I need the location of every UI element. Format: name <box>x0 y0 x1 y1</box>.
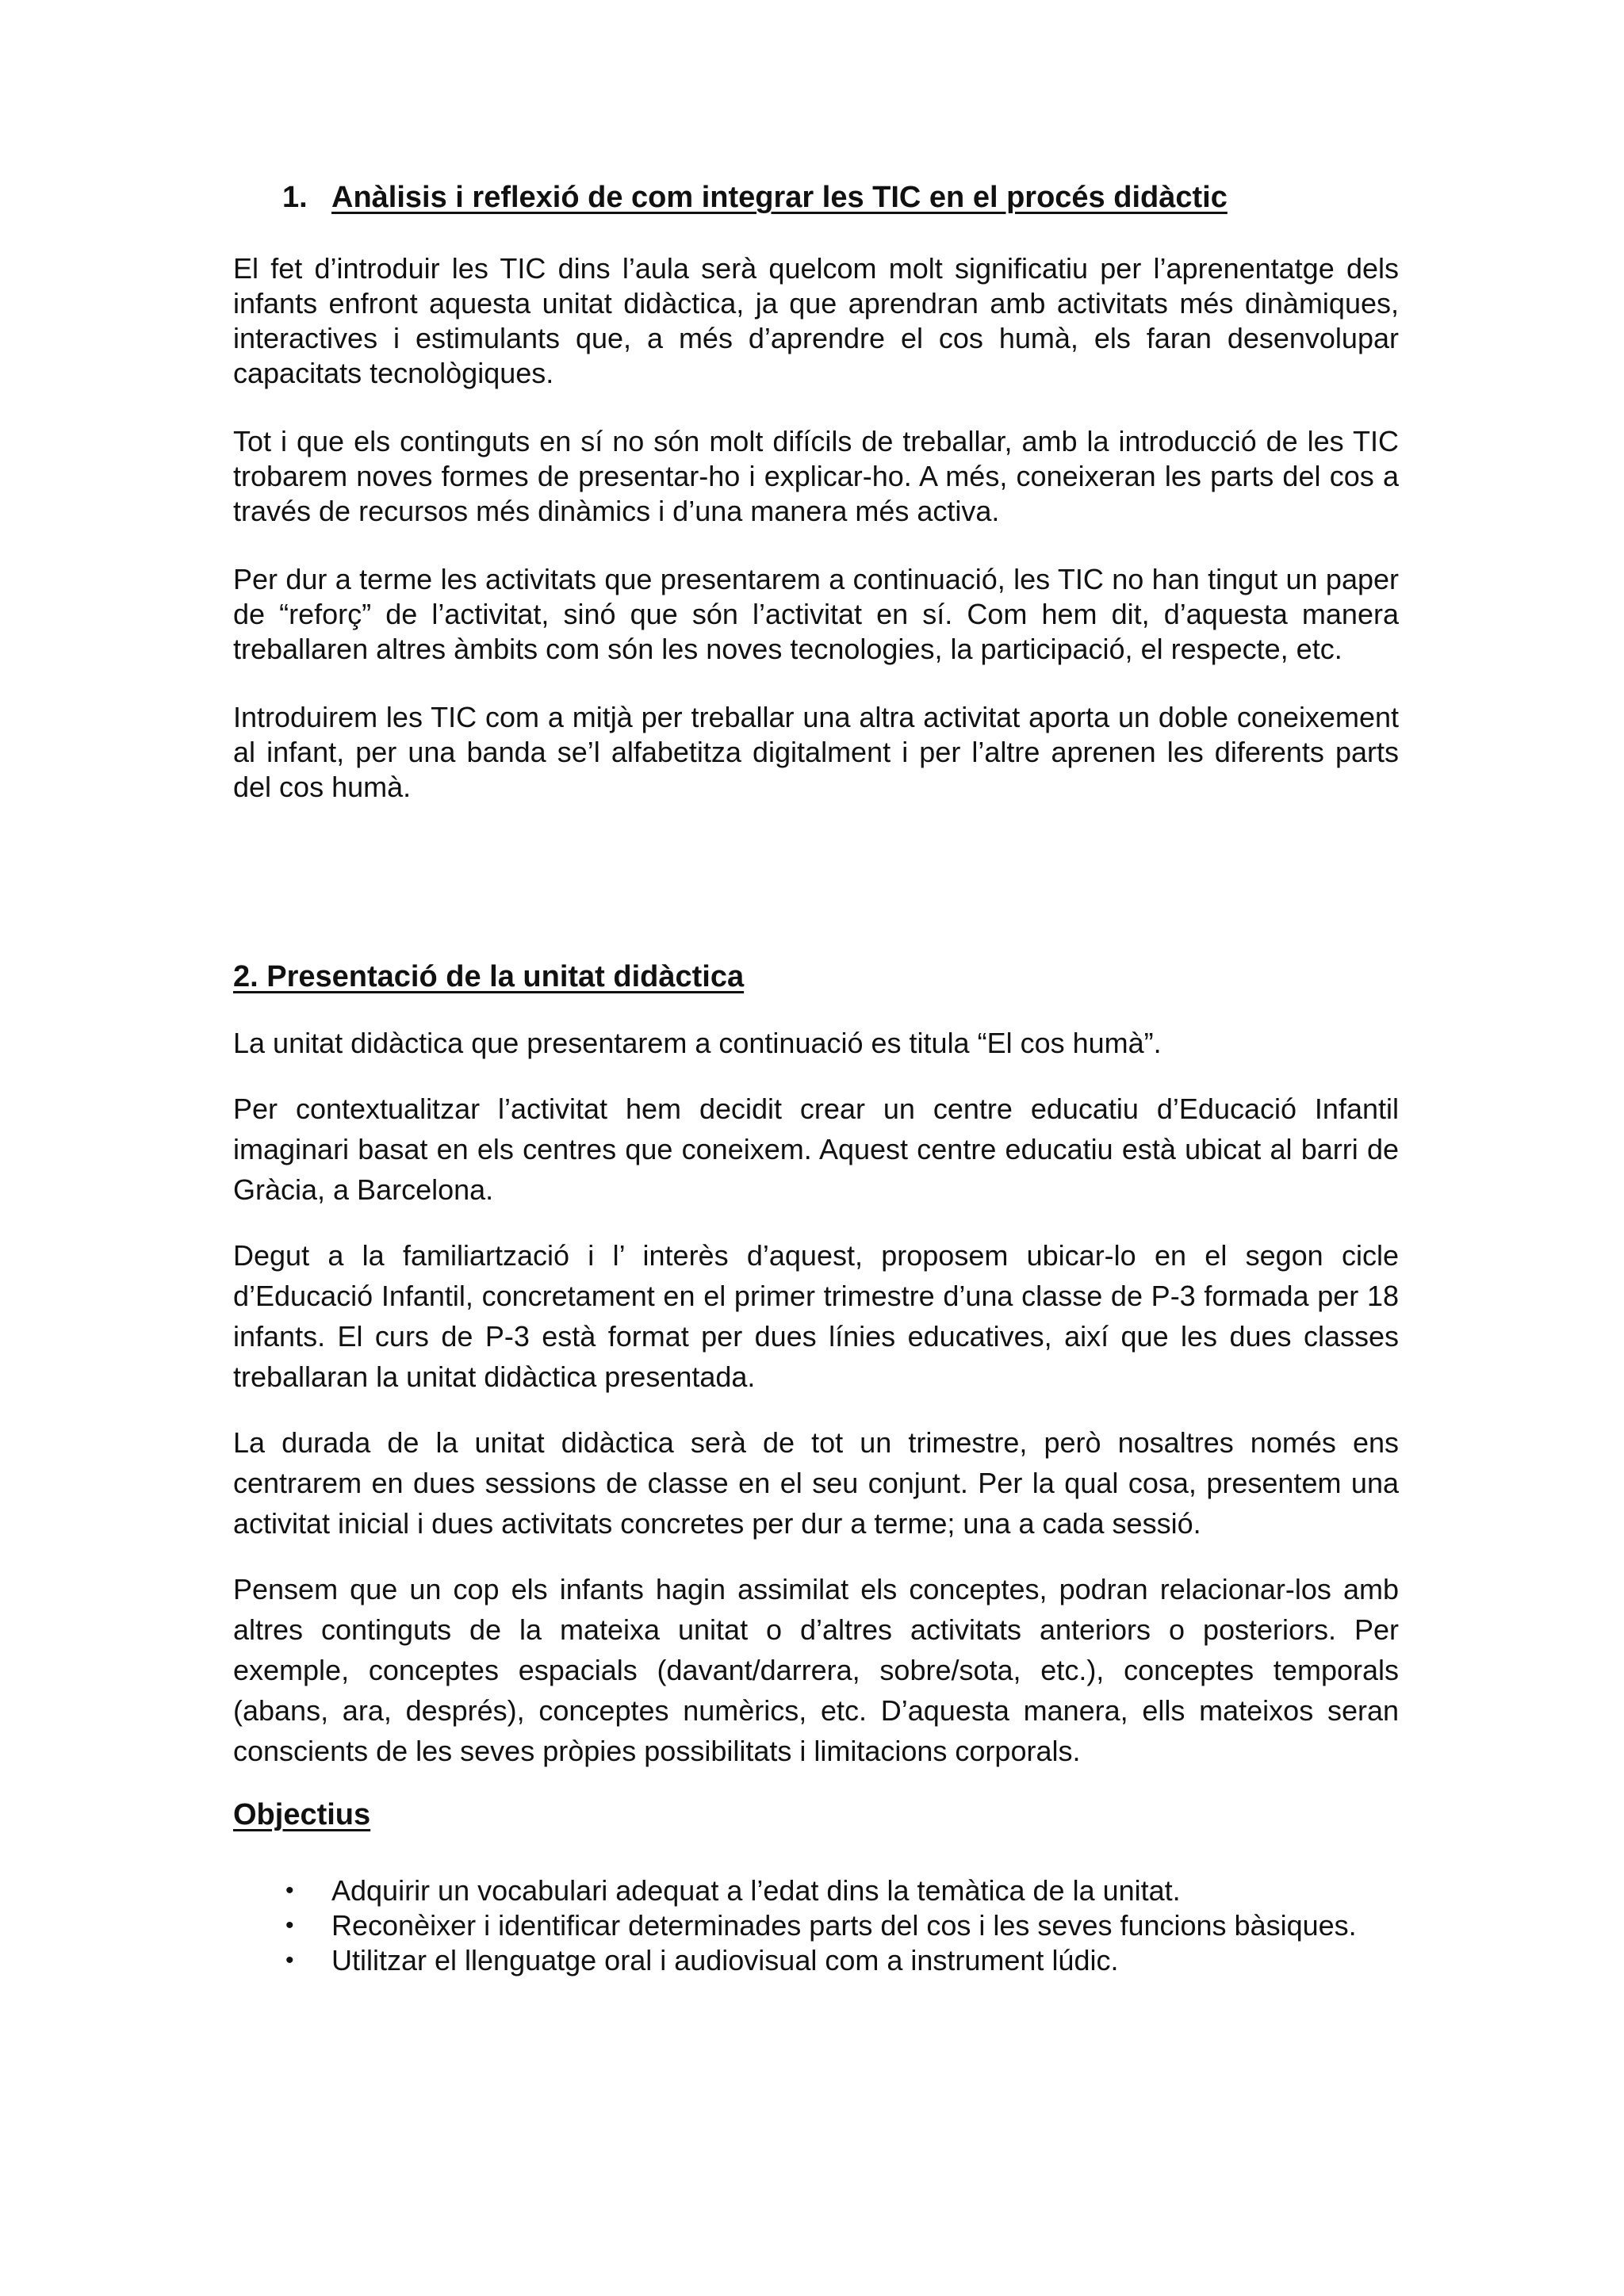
objective-item <box>233 1873 1399 1908</box>
objective-text: Reconèixer i identificar determinades parts del cos i les seves funcions bàsiques. <box>331 1909 1357 1942</box>
section-2 <box>233 960 1399 1978</box>
section-2-paragraph: Degut a la familiartzació i l’ interès d’aquest, proposem ubicar-lo en el segon cicle d’Educació Infantil, concretament en el primer trimestre d’una classe de P-3 formada per 18 infants. El curs de P-3 està format per dues línies educatives, així que les dues classes treballaran la unitat didàctica presentada. <box>233 1239 1399 1393</box>
section-1-paragraph: El fet d’introduir les TIC dins l’aula serà quelcom molt significatiu per l’aprenentatge dels infants enfront aquesta unitat didàctica, ja que aprendran amb activitats més dinàmiques, interactives i estimulants que, a més d’aprendre el cos humà, els faran desenvolupar capacitats tecnològiques. <box>233 252 1399 389</box>
objective-text: Utilitzar el llenguatge oral i audiovisual com a instrument lúdic. <box>331 1944 1119 1976</box>
section-1-number: 1. <box>282 181 308 214</box>
section-1-paragraph: Introduirem les TIC com a mitjà per treballar una altra activitat aporta un doble coneixement al infant, per una banda se’l alfabetitza digitalment i per l’altre aprenen les diferents parts del cos humà. <box>233 701 1399 803</box>
objectives-list <box>233 1873 1399 1978</box>
document-content <box>233 181 1399 1978</box>
section-2-paragraph: La unitat didàctica que presentarem a continuació es titula “El cos humà”. <box>233 1027 1162 1059</box>
section-1-heading <box>282 181 1399 215</box>
bullet-icon: • <box>285 1947 294 1973</box>
objectives-heading: Objectius <box>233 1798 371 1831</box>
bullet-icon: • <box>285 1912 294 1938</box>
section-1 <box>233 181 1399 805</box>
section-2-title: 2. Presentació de la unitat didàctica <box>233 960 745 993</box>
section-2-paragraph: Pensem que un cop els infants hagin assimilat els conceptes, podran relacionar-los amb altres continguts de la mateixa unitat o d’altres activitats anteriors o posteriors. Per exemple, conceptes espacials (davant/darrera, sobre/sota, etc.), conceptes temporals (abans, ara, després), conceptes numèrics, etc. D’aquesta manera, ells mateixos seran conscients de les seves pròpies possibilitats i limitacions corporals. <box>233 1573 1399 1767</box>
section-1-paragraph: Tot i que els continguts en sí no són molt difícils de treballar, amb la introducció de les TIC trobarem noves formes de presentar-ho i explicar-ho. A més, coneixeran les parts del cos a través de recursos més dinàmics i d’una manera més activa. <box>233 425 1399 527</box>
bullet-icon: • <box>285 1877 294 1904</box>
section-2-paragraph: La durada de la unitat didàctica serà de tot un trimestre, però nosaltres només ens centrarem en dues sessions de classe en el seu conjunt. Per la qual cosa, presentem una activitat inicial i dues activitats concretes per dur a terme; una a cada sessió. <box>233 1426 1399 1540</box>
objective-item <box>233 1943 1399 1978</box>
section-1-title: Anàlisis i reflexió de com integrar les TIC en el procés didàctic <box>331 181 1228 214</box>
section-1-paragraph: Per dur a terme les activitats que presentarem a continuació, les TIC no han tingut un paper de “reforç” de l’activitat, sinó que són l’activitat en sí. Com hem dit, d’aquesta manera treballaren altres àmbits com són les noves tecnologies, la participació, el respecte, etc. <box>233 563 1399 665</box>
objective-text: Adquirir un vocabulari adequat a l’edat dins la temàtica de la unitat. <box>331 1874 1181 1907</box>
section-2-paragraph: Per contextualitzar l’activitat hem decidit crear un centre educatiu d’Educació Infantil imaginari basat en els centres que coneixem. Aquest centre educatiu està ubicat al barri de Gràcia, a Barcelona. <box>233 1093 1399 1206</box>
objective-item <box>233 1908 1399 1943</box>
